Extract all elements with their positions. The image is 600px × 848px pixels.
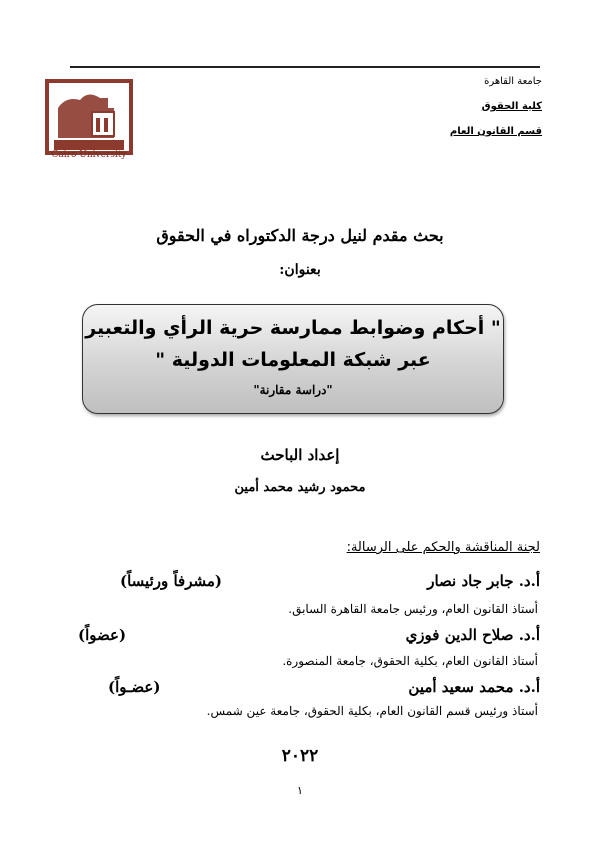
department-name: قسم القانون العام (449, 126, 542, 137)
faculty-name: كلية الحقوق (481, 101, 542, 112)
thesis-subtitle: "دراسة مقارنة" (253, 383, 333, 397)
thesis-title-line2: عبر شبكة المعلومات الدولية " (155, 349, 431, 371)
thesis-title-line1: " أحكام وضوابط ممارسة حرية الرأي والتعبير (85, 317, 501, 339)
university-name: جامعة القاهرة (484, 76, 542, 87)
member-description: أستاذ ورئيس قسم القانون العام، بكلية الحقوق، جامعة عين شمس. (206, 704, 538, 718)
logo-caption: Cairo University (51, 150, 127, 160)
committee-member-row (60, 626, 540, 646)
author-name: محمود رشيد محمد أمين (234, 480, 366, 495)
member-name: أ.د. جابر جاد نصار (427, 572, 540, 590)
logo-banner (54, 140, 124, 150)
member-name: أ.د. صلاح الدين فوزي (405, 626, 540, 644)
institution-header (450, 76, 542, 137)
committee-member-row (60, 678, 540, 698)
logo-window-1 (96, 118, 100, 132)
member-description: أستاذ القانون العام، ورئيس جامعة القاهرة السابق. (288, 602, 538, 616)
logo-building (92, 112, 114, 136)
member-role: (عضواً) (78, 626, 127, 644)
prepared-by-label: إعداد الباحث (260, 446, 340, 464)
year: ٢٠٢٢ (281, 746, 319, 766)
committee-member-row (60, 572, 540, 592)
member-role: (عضـواً) (108, 678, 161, 696)
thesis-title-box (82, 304, 504, 414)
degree-title: بحث مقدم لنيل درجة الدكتوراه في الحقوق (156, 226, 444, 245)
page-number: ١ (297, 784, 303, 797)
top-rule (70, 66, 540, 68)
logo-window-2 (104, 118, 108, 132)
member-role: (مشرفاً ورئيساً) (120, 572, 222, 590)
title-label: بعنوان: (279, 262, 321, 278)
committee-heading: لجنة المناقشة والحكم على الرسالة: (346, 540, 540, 555)
member-name: أ.د. محمد سعيد أمين (408, 678, 540, 696)
member-description: أستاذ القانون العام، بكلية الحقوق، جامعة المنصورة. (282, 654, 538, 668)
